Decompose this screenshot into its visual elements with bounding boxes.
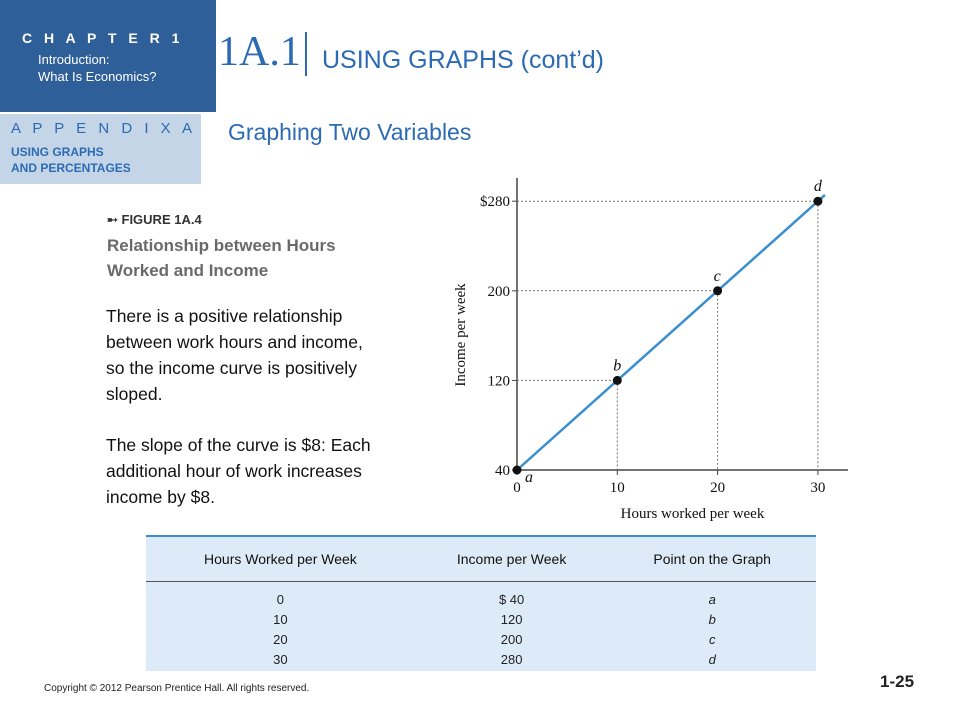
figure-caption-line: Relationship between Hours: [107, 236, 336, 255]
income-chart: [440, 170, 860, 525]
table-row: [146, 582, 816, 672]
point-label: c: [713, 267, 721, 285]
y-axis-title: Income per week: [453, 283, 469, 387]
paragraph-line: so the income curve is positively: [106, 358, 357, 378]
paragraph-line: The slope of the curve is $8: Each: [106, 435, 371, 455]
cell-value: c: [708, 632, 716, 647]
data-table: [146, 535, 816, 671]
cell-value: b: [708, 612, 716, 627]
cell-value: a: [708, 592, 716, 607]
title-divider: [305, 32, 307, 76]
section-title: USING GRAPHS (cont’d): [322, 46, 605, 74]
cell-value: 0: [276, 592, 285, 607]
x-tick-label: 10: [609, 480, 625, 496]
chapter-subtitle-line: What Is Economics?: [38, 69, 157, 84]
cell-value: d: [708, 652, 716, 667]
appendix-subtitle: [11, 144, 131, 176]
appendix-subtitle-line: USING GRAPHS: [11, 145, 104, 159]
hours-income-table: [146, 535, 816, 671]
cell-value: 10: [273, 612, 288, 627]
paragraph-line: sloped.: [106, 384, 163, 404]
paragraph-line: additional hour of work increases: [106, 461, 362, 481]
cell-value: 30: [273, 652, 288, 667]
hours-cell: [146, 582, 415, 672]
data-point: [813, 197, 822, 206]
y-tick-label: 200: [487, 283, 510, 300]
income-line: [517, 195, 825, 470]
chapter-box: [0, 0, 216, 112]
x-tick-label: 20: [710, 480, 726, 496]
column-header: Income per Week: [415, 536, 609, 582]
data-point: [713, 286, 722, 295]
chapter-label: C H A P T E R 1: [22, 30, 184, 46]
copyright-notice: Copyright © 2012 Pearson Prentice Hall. All rights reserved.: [44, 683, 310, 694]
plot-area: [453, 178, 848, 522]
section-number: 1A.1: [218, 29, 301, 75]
y-tick-label: 40: [495, 463, 510, 479]
paragraph-line: There is a positive relationship: [106, 306, 343, 326]
cell-value: 20: [273, 632, 288, 647]
point-label: a: [525, 469, 533, 486]
x-tick-label: 30: [810, 480, 826, 496]
paragraph-line: between work hours and income,: [106, 332, 363, 352]
data-point: [613, 376, 622, 385]
point-label: d: [813, 178, 822, 196]
slope-paragraph: [106, 432, 436, 510]
appendix-subtitle-line: AND PERCENTAGES: [11, 161, 131, 175]
chapter-subtitle-line: Introduction:: [38, 52, 110, 67]
point-label: b: [613, 357, 622, 375]
x-axis-title: Hours worked per week: [620, 506, 765, 522]
data-point: [513, 466, 522, 475]
cell-value: $ 40: [498, 592, 525, 607]
y-tick-label: 120: [487, 373, 510, 390]
y-tick-label: $280: [480, 194, 510, 211]
x-tick-label: 0: [513, 480, 521, 496]
cell-value: 200: [500, 632, 523, 647]
appendix-label: A P P E N D I X A: [11, 120, 197, 137]
explanation-paragraph: [106, 303, 436, 407]
figure-label: ➸ FIGURE 1A.4: [107, 212, 202, 227]
column-header: Hours Worked per Week: [146, 536, 415, 582]
figure-caption-line: Worked and Income: [107, 261, 269, 280]
page-number: 1-25: [880, 672, 915, 691]
cell-value: 120: [500, 612, 523, 627]
income-cell: [415, 582, 609, 672]
figure-caption: [107, 233, 407, 283]
paragraph-line: income by $8.: [106, 487, 215, 507]
column-header: Point on the Graph: [608, 536, 816, 582]
point-cell: [608, 582, 816, 672]
appendix-box: [0, 114, 201, 184]
cell-value: 280: [500, 652, 523, 667]
slide-subtitle: Graphing Two Variables: [228, 119, 472, 145]
table-header-row: [146, 536, 816, 582]
chapter-subtitle: [38, 51, 157, 85]
